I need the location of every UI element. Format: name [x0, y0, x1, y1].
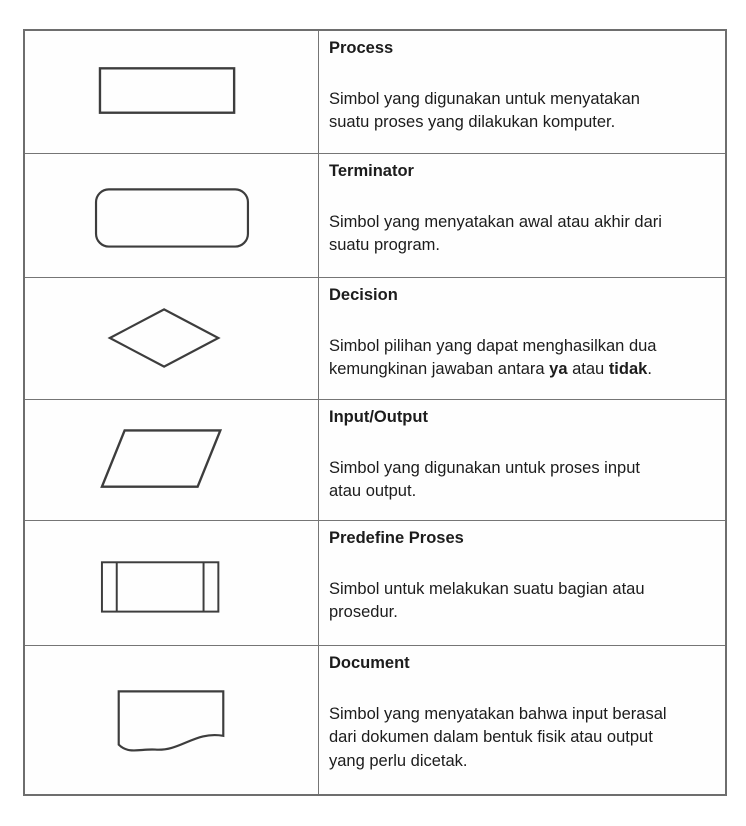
table-row	[25, 278, 725, 400]
description-cell	[319, 278, 725, 399]
description-line: Simbol yang menyatakan bahwa input berasal	[329, 704, 667, 723]
symbol-description	[329, 457, 713, 504]
description-line: atau output.	[329, 482, 417, 501]
symbol-title: Terminator	[329, 162, 414, 180]
description-line: suatu proses yang dilakukan komputer.	[329, 113, 616, 132]
symbol-title: Process	[329, 39, 394, 57]
terminator-rounded-rectangle-icon	[25, 154, 317, 277]
description-line: prosedur.	[329, 603, 398, 622]
description-line: Simbol yang menyatakan awal atau akhir dari	[329, 212, 662, 231]
symbol-description	[329, 88, 713, 135]
description-line: Simbol untuk melakukan suatu bagian atau	[329, 579, 645, 598]
symbol-cell	[25, 154, 319, 277]
table-row	[25, 31, 725, 154]
description-line: kemungkinan jawaban antara ya atau tidak.	[329, 360, 652, 379]
symbol-title: Document	[329, 654, 410, 672]
symbol-title: Predefine Proses	[329, 529, 464, 547]
symbol-cell	[25, 31, 319, 153]
description-line: yang perlu dicetak.	[329, 751, 468, 770]
symbol-description	[329, 578, 713, 625]
description-cell	[319, 400, 725, 520]
table-row	[25, 646, 725, 794]
symbol-description	[329, 335, 713, 382]
input-output-parallelogram-icon	[25, 400, 317, 520]
table-row	[25, 400, 725, 521]
symbol-cell	[25, 521, 319, 645]
description-line: Simbol yang digunakan untuk menyatakan	[329, 89, 640, 108]
flowchart-symbol-table	[23, 29, 727, 796]
description-line: suatu program.	[329, 236, 440, 255]
table-row	[25, 521, 725, 646]
symbol-cell	[25, 646, 319, 794]
description-cell	[319, 31, 725, 153]
description-line: Simbol yang digunakan untuk proses input	[329, 458, 640, 477]
predefined-process-rectangle-icon	[25, 521, 317, 645]
symbol-description	[329, 211, 713, 258]
table-row	[25, 154, 725, 278]
symbol-description	[329, 703, 713, 773]
symbol-cell	[25, 400, 319, 520]
description-cell	[319, 154, 725, 277]
symbol-title: Decision	[329, 286, 398, 304]
description-line: Simbol pilihan yang dapat menghasilkan dua	[329, 336, 657, 355]
symbol-title: Input/Output	[329, 408, 428, 426]
description-cell	[319, 646, 725, 794]
document-shape-icon	[25, 646, 317, 794]
description-cell	[319, 521, 725, 645]
process-rectangle-icon	[25, 31, 317, 153]
description-line: dari dokumen dalam bentuk fisik atau output	[329, 728, 653, 747]
symbol-cell	[25, 278, 319, 399]
decision-diamond-icon	[25, 278, 317, 399]
